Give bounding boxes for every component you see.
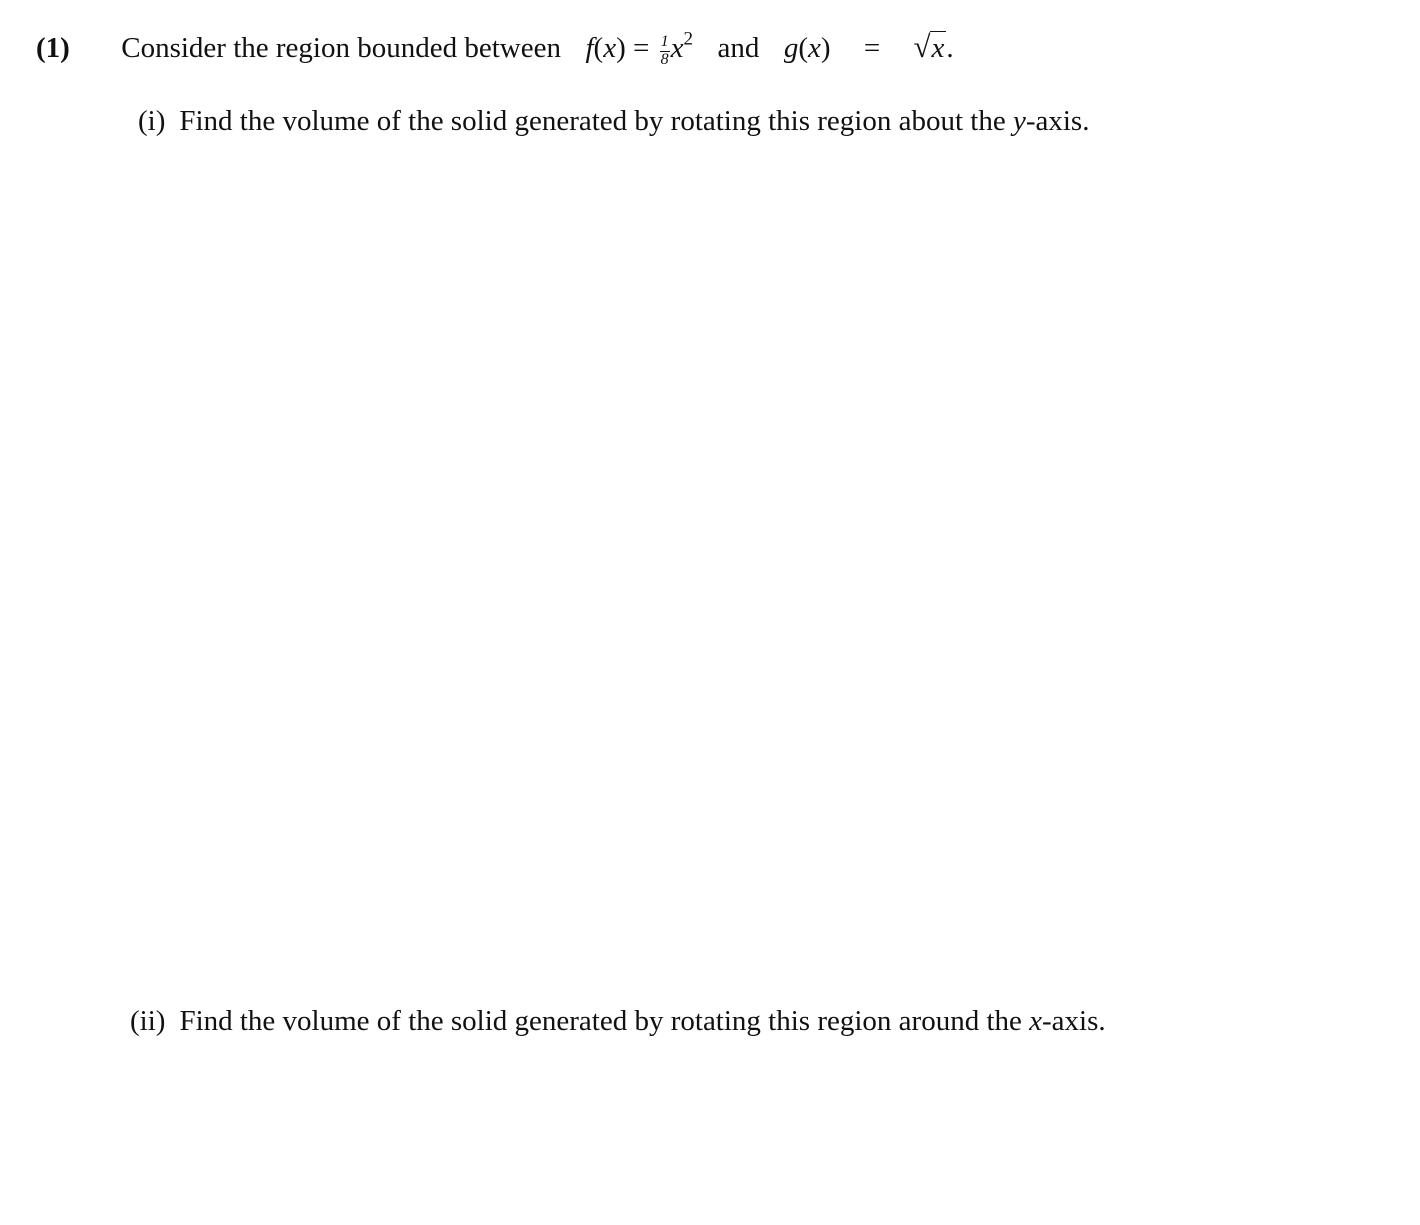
g-formula: g(x) = √x. <box>783 29 954 64</box>
f-formula: f(x) = $\frac{1}{8}$ $x^2$ <box>585 28 693 69</box>
problem-statement <box>36 28 954 69</box>
part-ii <box>130 1007 1106 1036</box>
part-ii-suffix: -axis. <box>1042 1005 1106 1037</box>
f-variable: x <box>670 32 684 64</box>
part-ii-label: (ii) <box>130 1005 166 1037</box>
g-period: . <box>946 32 954 64</box>
f-exponent: 2 <box>683 28 693 50</box>
part-i-axis: y <box>1012 105 1026 137</box>
g-name: g <box>783 32 799 64</box>
part-i <box>138 107 1089 136</box>
part-i-label: (i) <box>138 105 166 137</box>
g-equals: = <box>863 32 881 64</box>
conjunction: and <box>717 32 760 64</box>
part-i-suffix: -axis. <box>1025 105 1090 137</box>
f-name: f <box>585 32 594 64</box>
f-fraction: $\frac{1}{8}$ <box>660 33 669 69</box>
part-ii-axis: x <box>1029 1005 1042 1037</box>
f-equals: = <box>633 32 650 64</box>
part-i-text: Find the volume of the solid generated by rotating this region about the <box>179 105 1013 137</box>
sqrt-symbol: √ <box>913 29 931 64</box>
problem-number: (1) <box>36 32 70 64</box>
g-radicand: x <box>931 32 945 64</box>
problem-intro: Consider the region bounded between <box>121 32 561 64</box>
part-ii-text: Find the volume of the solid generated by rotating this region around the <box>179 1005 1030 1037</box>
